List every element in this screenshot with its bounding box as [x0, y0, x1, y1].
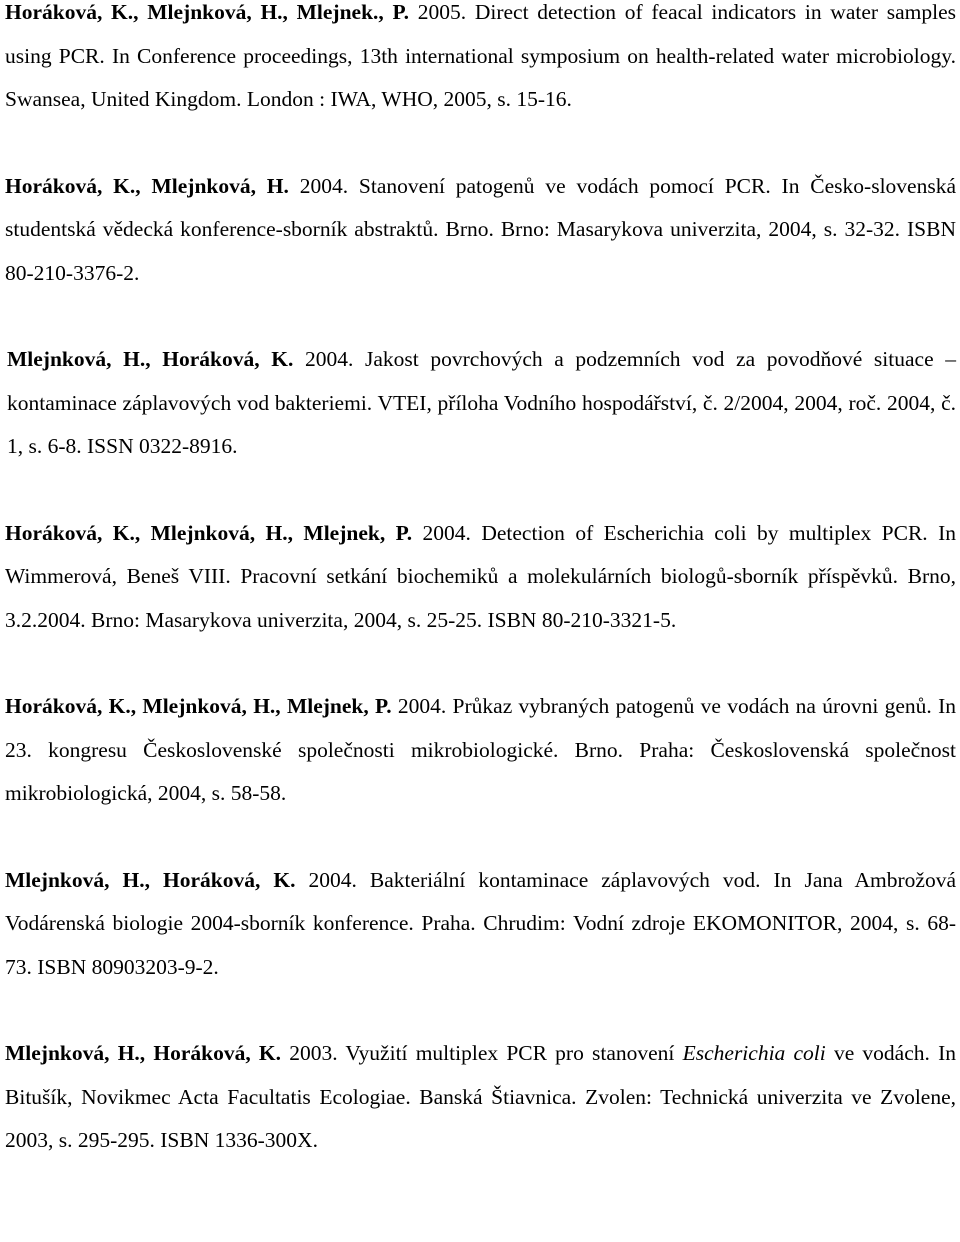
reference-details: 2003. Využití multiplex PCR pro stanovení	[281, 1041, 683, 1065]
reference-authors: Horáková, K., Mlejnková, H., Mlejnek, P.	[5, 520, 413, 545]
reference-species-name: Escherichia coli	[682, 1041, 826, 1065]
reference-entry	[5, 1032, 956, 1163]
reference-entry	[5, 0, 956, 122]
reference-details: 2004. Stanovení patogenů ve vodách pomocí PCR. In Česko-slovenská studentská vědecká konference-sborník abstraktů. Brno. Brno: Masarykova univerzita, 2004, s. 32-32. ISBN 80-210-3376-2.	[5, 173, 956, 285]
reference-authors: Horáková, K., Mlejnková, H.	[5, 173, 289, 198]
reference-entry	[5, 165, 956, 296]
reference-details-continued: ve vodách. In Bitušík, Novikmec Acta Facultatis Ecologiae. Banská Štiavnica. Zvolen: Technická univerzita ve Zvolene, 2003, s. 295-295. ISBN 1336-300X.	[5, 1041, 957, 1152]
reference-details: 2004. Jakost povrchových a podzemních vod za povodňové situace – kontaminace záplavových vod bakteriemi. VTEI, příloha Vodního hospodářství, č. 2/2004, 2004, roč. 2004, č. 1, s. 6-8. ISSN 0322-8916.	[7, 347, 956, 458]
reference-details: 2004. Průkaz vybraných patogenů ve vodách na úrovni genů. In 23. kongresu Československé společnosti mikrobiologické. Brno. Praha: Československá společnost mikrobiologická, 2004, s. 58-58.	[5, 694, 957, 805]
reference-entry	[5, 859, 956, 990]
reference-details: 2004. Bakteriální kontaminace záplavových vod. In Jana Ambrožová Vodárenská biologie 2004-sborník konference. Praha. Chrudim: Vodní zdroje EKOMONITOR, 2004, s. 68-73. ISBN 80903203-9-2.	[5, 867, 956, 979]
bibliography-page	[5, 0, 956, 1206]
reference-authors: Horáková, K., Mlejnková, H., Mlejnek, P.	[5, 694, 392, 718]
reference-authors: Mlejnková, H., Horáková, K.	[5, 867, 296, 892]
reference-entry	[5, 685, 956, 816]
reference-entry	[5, 512, 956, 643]
reference-details: 2005. Direct detection of feacal indicators in water samples using PCR. In Conference proceedings, 13th international symposium on health-related water microbiology. Swansea, United Kingdom. London : IWA, WHO, 2005, s. 15-16.	[5, 0, 957, 111]
reference-authors: Mlejnková, H., Horáková, K.	[5, 1041, 282, 1065]
reference-entry	[5, 338, 956, 469]
reference-authors: Mlejnková, H., Horáková, K.	[7, 347, 294, 371]
reference-authors: Horáková, K., Mlejnková, H., Mlejnek., P.	[5, 0, 410, 24]
reference-details: 2004. Detection of Escherichia coli by multiplex PCR. In Wimmerová, Beneš VIII. Pracovní setkání biochemiků a molekulárních biologů-sborník příspěvků. Brno, 3.2.2004. Brno: Masarykova univerzita, 2004, s. 25-25. ISBN 80-210-3321-5.	[5, 520, 956, 632]
